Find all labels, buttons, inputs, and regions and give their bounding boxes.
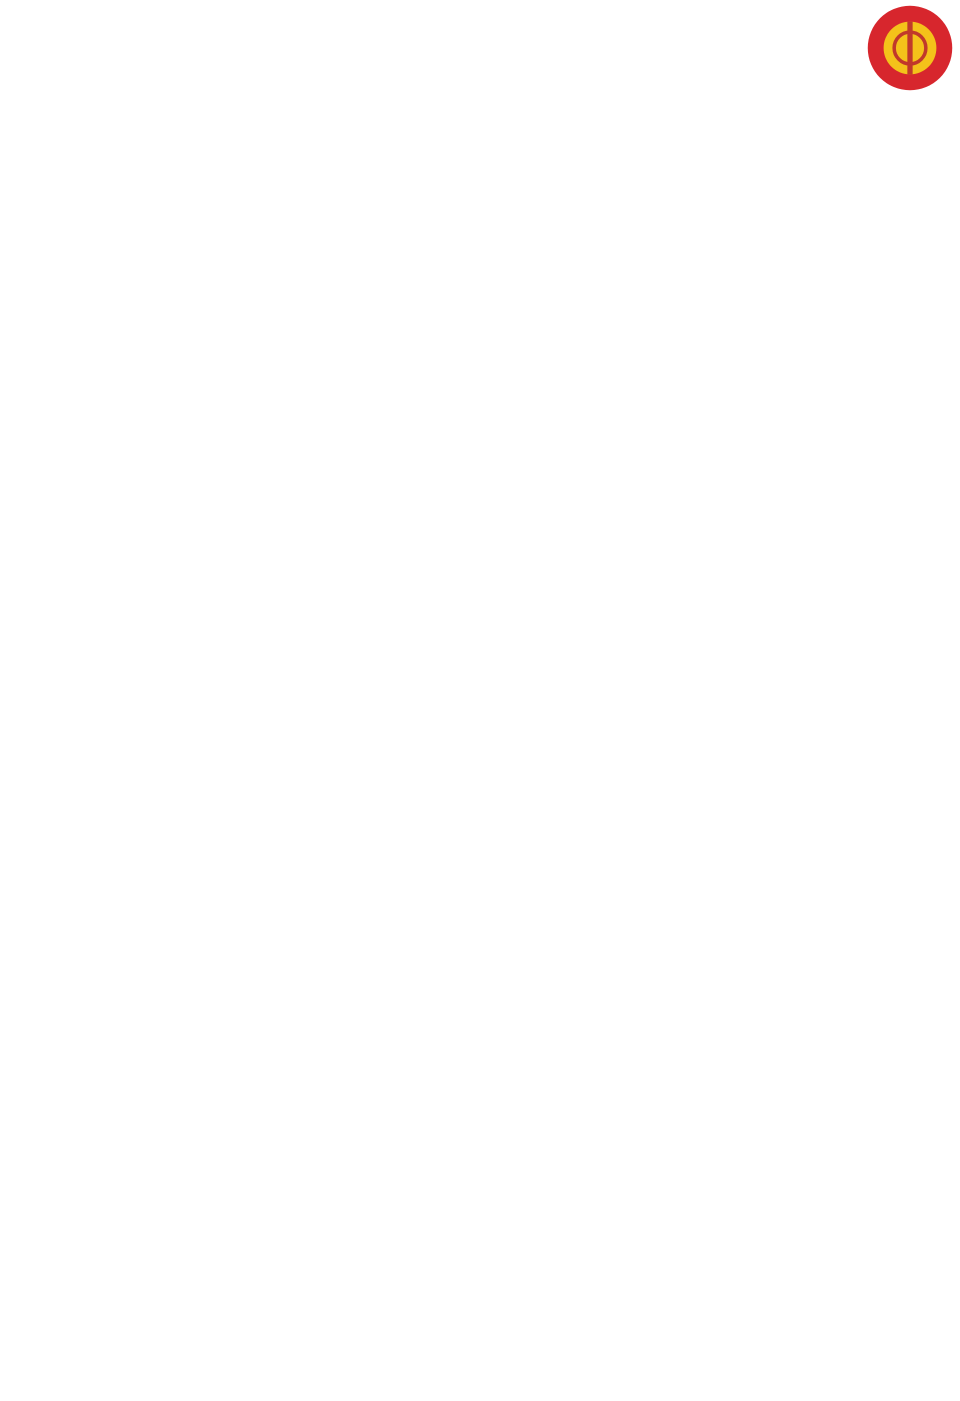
club-logo xyxy=(866,4,954,92)
